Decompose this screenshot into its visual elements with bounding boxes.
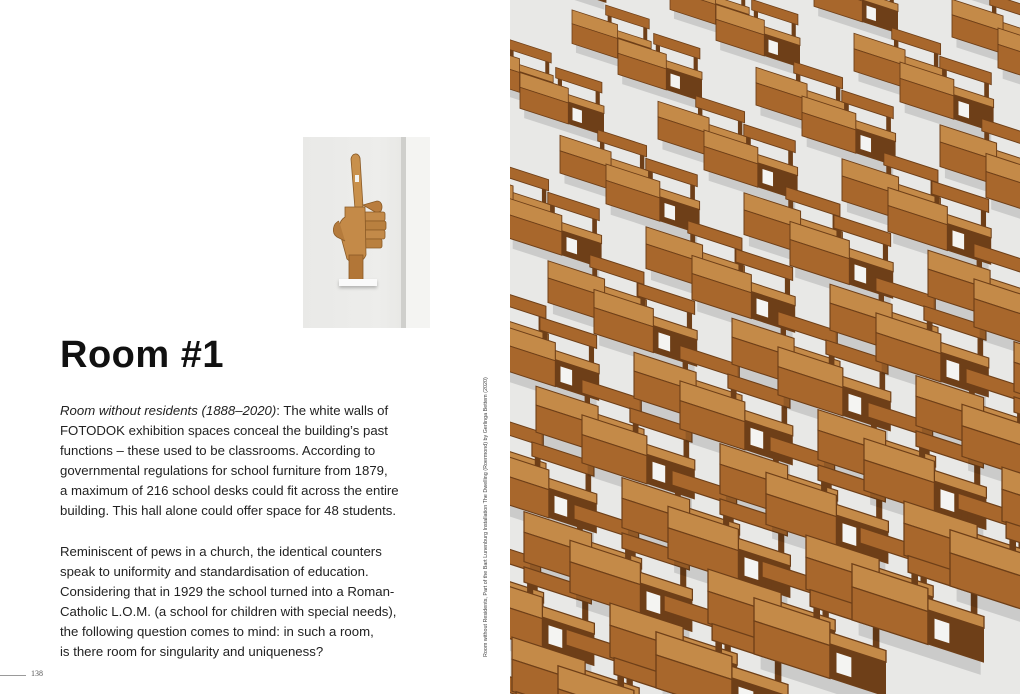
paragraph-2-line: is there room for singularity and uniqueness? xyxy=(60,644,324,660)
paragraph-2-line: Catholic L.O.M. (a school for children with special needs), xyxy=(60,603,397,619)
paragraph-1-line: a maximum of 216 school desks could fit across the entire xyxy=(60,483,399,499)
page-number: 138 xyxy=(31,669,43,678)
paragraph-1-line-1 xyxy=(60,401,440,421)
page-title: Room #1 xyxy=(60,334,224,376)
body-text xyxy=(60,401,440,662)
paragraph-2 xyxy=(60,542,440,663)
paragraph-1-line: governmental regulations for school furniture from 1879, xyxy=(60,463,388,479)
paragraph-1-line: FOTODOK exhibition spaces conceal the building’s past xyxy=(60,423,388,439)
school-desk xyxy=(716,0,800,76)
page-number-rule xyxy=(0,675,26,676)
paragraph-2-line: Considering that in 1929 the school turned into a Roman- xyxy=(60,583,395,599)
school-desks-photo xyxy=(510,0,1020,694)
hand-sculpture-photo xyxy=(303,137,430,328)
paragraph-2-line: the following question comes to mind: in such a room, xyxy=(60,623,374,639)
room-work-title: Room without residents (1888–2020) xyxy=(60,403,277,418)
paragraph-2-line: speak to uniformity and standardisation of education. xyxy=(60,563,369,579)
school-desk xyxy=(532,0,606,10)
wall-shelf xyxy=(339,279,377,286)
paragraph-2-line: Reminiscent of pews in a church, the identical counters xyxy=(60,543,382,559)
paragraph-1 xyxy=(60,401,440,522)
desks-grid xyxy=(510,0,1020,694)
paragraph-1-line: building. This hall alone could offer space for 48 students. xyxy=(60,503,397,519)
paragraph-1-line-1-rest: : The white walls of xyxy=(276,403,389,418)
photo-credit: Room without Residents, Part of the Bart Lunenburg Installation The Dwelling (Roermond) by Gerlinga Bettem (2020) xyxy=(483,377,489,657)
wall-side xyxy=(406,137,430,328)
paragraph-1-line: functions – these used to be classrooms. According to xyxy=(60,443,376,459)
